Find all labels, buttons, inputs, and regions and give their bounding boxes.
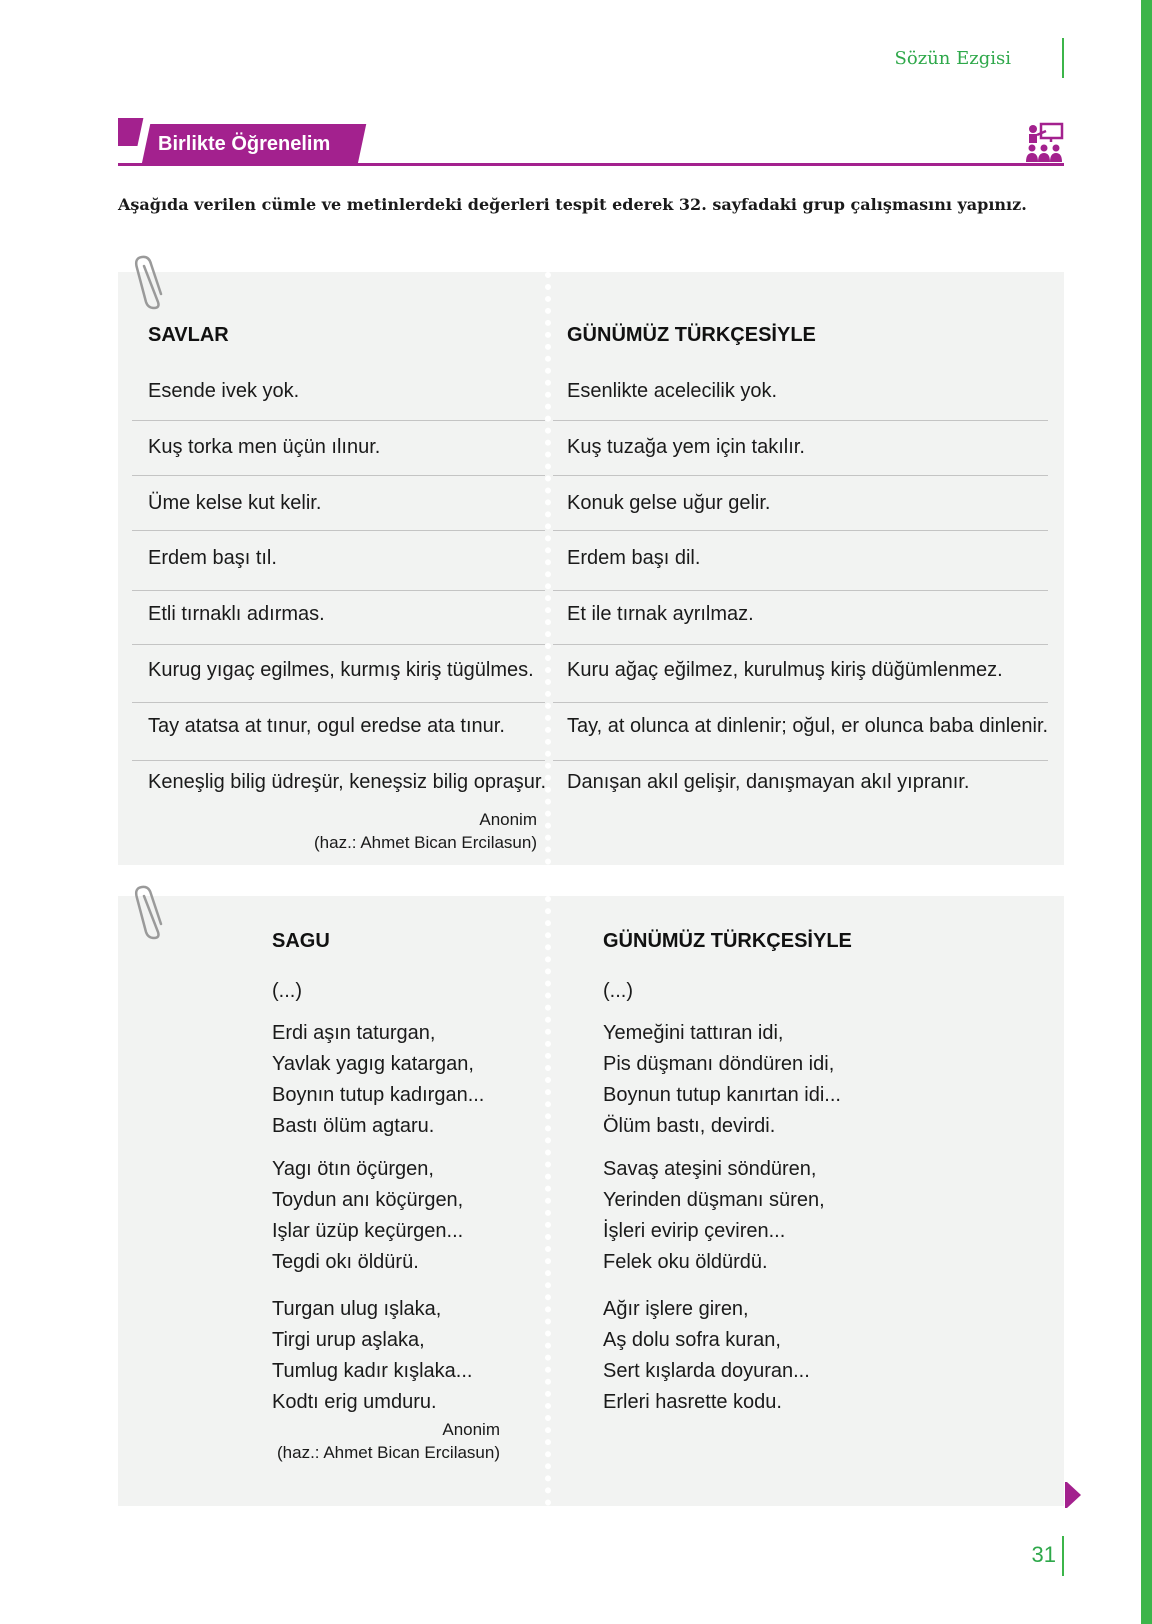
verse-line: Savaş ateşini söndüren, xyxy=(603,1158,817,1180)
verse-line: İşleri evirip çeviren... xyxy=(603,1220,786,1242)
row-divider xyxy=(132,590,545,591)
row-divider xyxy=(132,475,545,476)
column-divider xyxy=(545,896,551,1506)
modern-saying: Et ile tırnak ayrılmaz. xyxy=(567,603,754,625)
old-saying: Kuş torka men üçün ılınur. xyxy=(148,436,381,458)
modern-header: GÜNÜMÜZ TÜRKÇESİYLE xyxy=(603,930,852,952)
row-divider xyxy=(132,702,545,703)
modern-stanza xyxy=(603,1294,810,1418)
source-author: Anonim xyxy=(442,1420,500,1439)
page-number: 31 xyxy=(1031,1542,1056,1567)
modern-stanza xyxy=(603,1018,841,1142)
verse-line: Yerinden düşmanı süren, xyxy=(603,1189,825,1211)
savlar-panel xyxy=(118,272,1064,865)
old-saying: Erdem başı tıl. xyxy=(148,547,277,569)
modern-saying: Danışan akıl gelişir, danışmayan akıl yıpranır. xyxy=(567,771,970,793)
verse-line: Toydun anı köçürgen, xyxy=(272,1189,464,1211)
source-editor: (haz.: Ahmet Bican Ercilasun) xyxy=(277,1443,500,1462)
verse-line: Yagı ötın öçürgen, xyxy=(272,1158,434,1180)
modern-saying: Konuk gelse uğur gelir. xyxy=(567,492,771,514)
sagu-panel xyxy=(118,896,1064,1506)
row-divider xyxy=(132,760,545,761)
verse-line: Felek oku öldürdü. xyxy=(603,1251,768,1273)
verse-line: Pis düşmanı döndüren idi, xyxy=(603,1053,835,1075)
verse-line: Erdi aşın taturgan, xyxy=(272,1022,436,1044)
page-number-divider xyxy=(1062,1536,1064,1576)
row-divider xyxy=(553,420,1048,421)
verse-line: Sert kışlarda doyuran... xyxy=(603,1360,810,1382)
modern-header: GÜNÜMÜZ TÜRKÇESİYLE xyxy=(567,324,816,346)
row-divider xyxy=(132,420,545,421)
row-divider xyxy=(132,530,545,531)
modern-saying: Kuş tuzağa yem için takılır. xyxy=(567,436,805,458)
source-editor: (haz.: Ahmet Bican Ercilasun) xyxy=(314,833,537,852)
paperclip-icon xyxy=(134,884,170,940)
savlar-header: SAVLAR xyxy=(148,324,229,346)
row-divider xyxy=(553,760,1048,761)
row-divider xyxy=(553,702,1048,703)
verse-line: Ölüm bastı, devirdi. xyxy=(603,1115,776,1137)
chapter-title: Sözün Ezgisi xyxy=(894,48,1011,69)
verse-line: Yavlak yagıg katargan, xyxy=(272,1053,474,1075)
verse-line: Erleri hasrette kodu. xyxy=(603,1391,782,1413)
old-saying: Keneşlig bilig üdreşür, keneşsiz bilig opraşur. xyxy=(148,771,546,793)
row-divider xyxy=(553,475,1048,476)
old-saying: Etli tırnaklı adırmas. xyxy=(148,603,325,625)
modern-saying: Erdem başı dil. xyxy=(567,547,701,569)
verse-line: Yemeğini tattıran idi, xyxy=(603,1022,784,1044)
row-divider xyxy=(132,644,545,645)
row-divider xyxy=(553,530,1048,531)
old-saying: Esende ivek yok. xyxy=(148,380,300,402)
sagu-intro: (...) xyxy=(272,980,302,1002)
verse-line: Boynın tutup kadırgan... xyxy=(272,1084,485,1106)
verse-line: Turgan ulug ışlaka, xyxy=(272,1298,442,1320)
verse-line: Bastı ölüm agtaru. xyxy=(272,1115,435,1137)
verse-line: Tegdi okı öldürü. xyxy=(272,1251,419,1273)
verse-line: Işlar üzüp keçürgen... xyxy=(272,1220,464,1242)
source-author: Anonim xyxy=(479,810,537,829)
paperclip-icon xyxy=(134,254,170,310)
verse-line: Boynun tutup kanırtan idi... xyxy=(603,1084,841,1106)
banner-underline xyxy=(118,163,1064,166)
next-arrow-icon xyxy=(1067,1482,1081,1508)
sagu-stanza xyxy=(272,1018,484,1142)
old-saying: Kurug yıgaç egilmes, kurmış kiriş tügülmes. xyxy=(148,659,534,681)
modern-saying: Tay, at olunca at dinlenir; oğul, er olunca baba dinlenir. xyxy=(567,715,1049,737)
banner-title: Birlikte Öğrenelim xyxy=(158,133,331,155)
side-accent-bar xyxy=(1141,0,1152,1624)
instruction-text: Aşağıda verilen cümle ve metinlerdeki değerleri tespit ederek 32. sayfadaki grup çalışmasını yapınız. xyxy=(118,195,1027,214)
source-credit xyxy=(272,1418,500,1464)
modern-saying: Kuru ağaç eğilmez, kurulmuş kiriş düğümlenmez. xyxy=(567,659,1003,681)
verse-line: Kodtı erig umduru. xyxy=(272,1391,437,1413)
modern-intro: (...) xyxy=(603,980,633,1002)
chapter-divider xyxy=(1062,38,1064,78)
sagu-stanza xyxy=(272,1154,463,1278)
modern-stanza xyxy=(603,1154,825,1278)
row-divider xyxy=(553,590,1048,591)
sagu-header: SAGU xyxy=(272,930,330,952)
verse-line: Tirgi urup aşlaka, xyxy=(272,1329,425,1351)
verse-line: Tumlug kadır kışlaka... xyxy=(272,1360,473,1382)
old-saying: Tay atatsa at tınur, ogul eredse ata tınur. xyxy=(148,715,505,737)
group-lesson-icon xyxy=(1024,122,1064,162)
old-saying: Üme kelse kut kelir. xyxy=(148,492,322,514)
verse-line: Ağır işlere giren, xyxy=(603,1298,749,1320)
verse-line: Aş dolu sofra kuran, xyxy=(603,1329,781,1351)
modern-saying: Esenlikte acelecilik yok. xyxy=(567,380,778,402)
sagu-stanza xyxy=(272,1294,472,1418)
row-divider xyxy=(553,644,1048,645)
source-credit xyxy=(314,808,537,854)
